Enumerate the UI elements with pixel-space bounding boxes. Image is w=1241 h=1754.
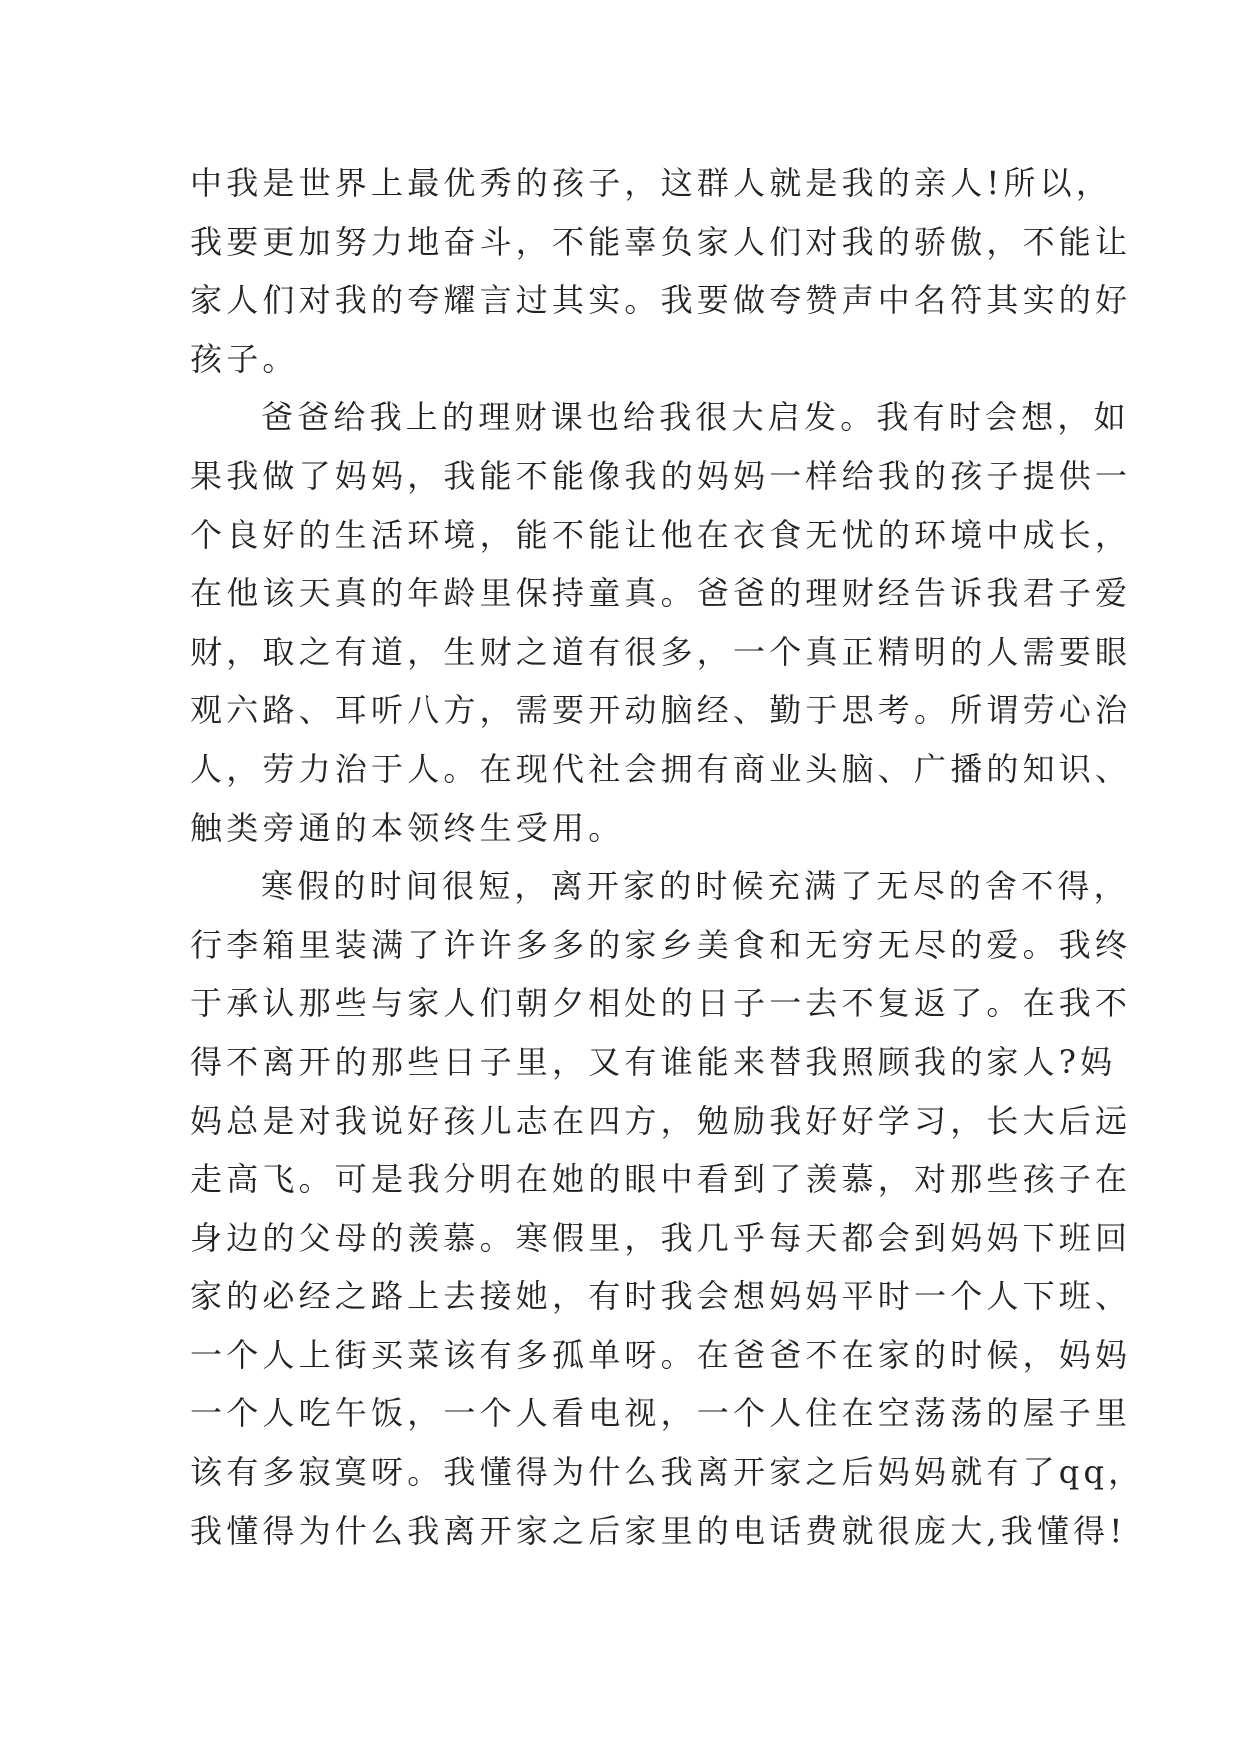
text-line: 我要更加努力地奋斗，不能辜负家人们对我的骄傲，不能让: [190, 222, 1132, 261]
text-line: 观六路、耳听八方，需要开动脑经、勤于思考。所谓劳心治: [190, 691, 1132, 730]
text-line: 该有多寂寞呀。我懂得为什么我离开家之后妈妈就有了qq，: [190, 1453, 1145, 1492]
text-line: 走高飞。可是我分明在她的眼中看到了羡慕，对那些孩子在: [190, 1160, 1132, 1199]
text-line: 个良好的生活环境，能不能让他在衣食无忧的环境中成长，: [190, 515, 1132, 554]
text-line: 家人们对我的夸耀言过其实。我要做夸赞声中名符其实的好: [190, 281, 1132, 320]
text-line: 中我是世界上最优秀的孩子，这群人就是我的亲人!所以，: [190, 164, 1113, 202]
text-line: 人，劳力治于人。在现代社会拥有商业头脑、广播的知识、: [190, 749, 1132, 788]
text-line: 果我做了妈妈，我能不能像我的妈妈一样给我的孩子提供一: [190, 456, 1132, 495]
text-line: 妈总是对我说好孩儿志在四方，勉励我好好学习，长大后远: [190, 1101, 1132, 1140]
text-line: 财，取之有道，生财之道有很多，一个真正精明的人需要眼: [190, 632, 1132, 671]
text-line: 我懂得为什么我离开家之后家里的电话费就很庞大,我懂得!: [190, 1511, 1127, 1550]
document-body: [190, 154, 1145, 1560]
text-line: 触类旁通的本领终生受用。: [190, 808, 625, 847]
text-line: 家的必经之路上去接她，有时我会想妈妈平时一个人下班、: [190, 1277, 1132, 1316]
paragraph-first-line: 爸爸给我上的理财课也给我很大启发。我有时会想，如: [261, 398, 1130, 437]
text-line: 行李箱里装满了许许多多的家乡美食和无穷无尽的爱。我终: [190, 925, 1132, 964]
paragraph-first-line: 寒假的时间很短，离开家的时候充满了无尽的舍不得，: [261, 867, 1130, 906]
text-line: 身边的父母的羡慕。寒假里，我几乎每天都会到妈妈下班回: [190, 1218, 1132, 1257]
text-line: 于承认那些与家人们朝夕相处的日子一去不复返了。在我不: [190, 984, 1132, 1023]
text-line: 一个人吃午饭，一个人看电视，一个人住在空荡荡的屋子里: [190, 1394, 1132, 1433]
text-line: 得不离开的那些日子里，又有谁能来替我照顾我的家人?妈: [190, 1042, 1117, 1081]
text-line: 一个人上街买菜该有多孤单呀。在爸爸不在家的时候，妈妈: [190, 1335, 1132, 1374]
text-line: 在他该天真的年龄里保持童真。爸爸的理财经告诉我君子爱: [190, 574, 1132, 613]
text-line: 孩子。: [190, 339, 299, 378]
